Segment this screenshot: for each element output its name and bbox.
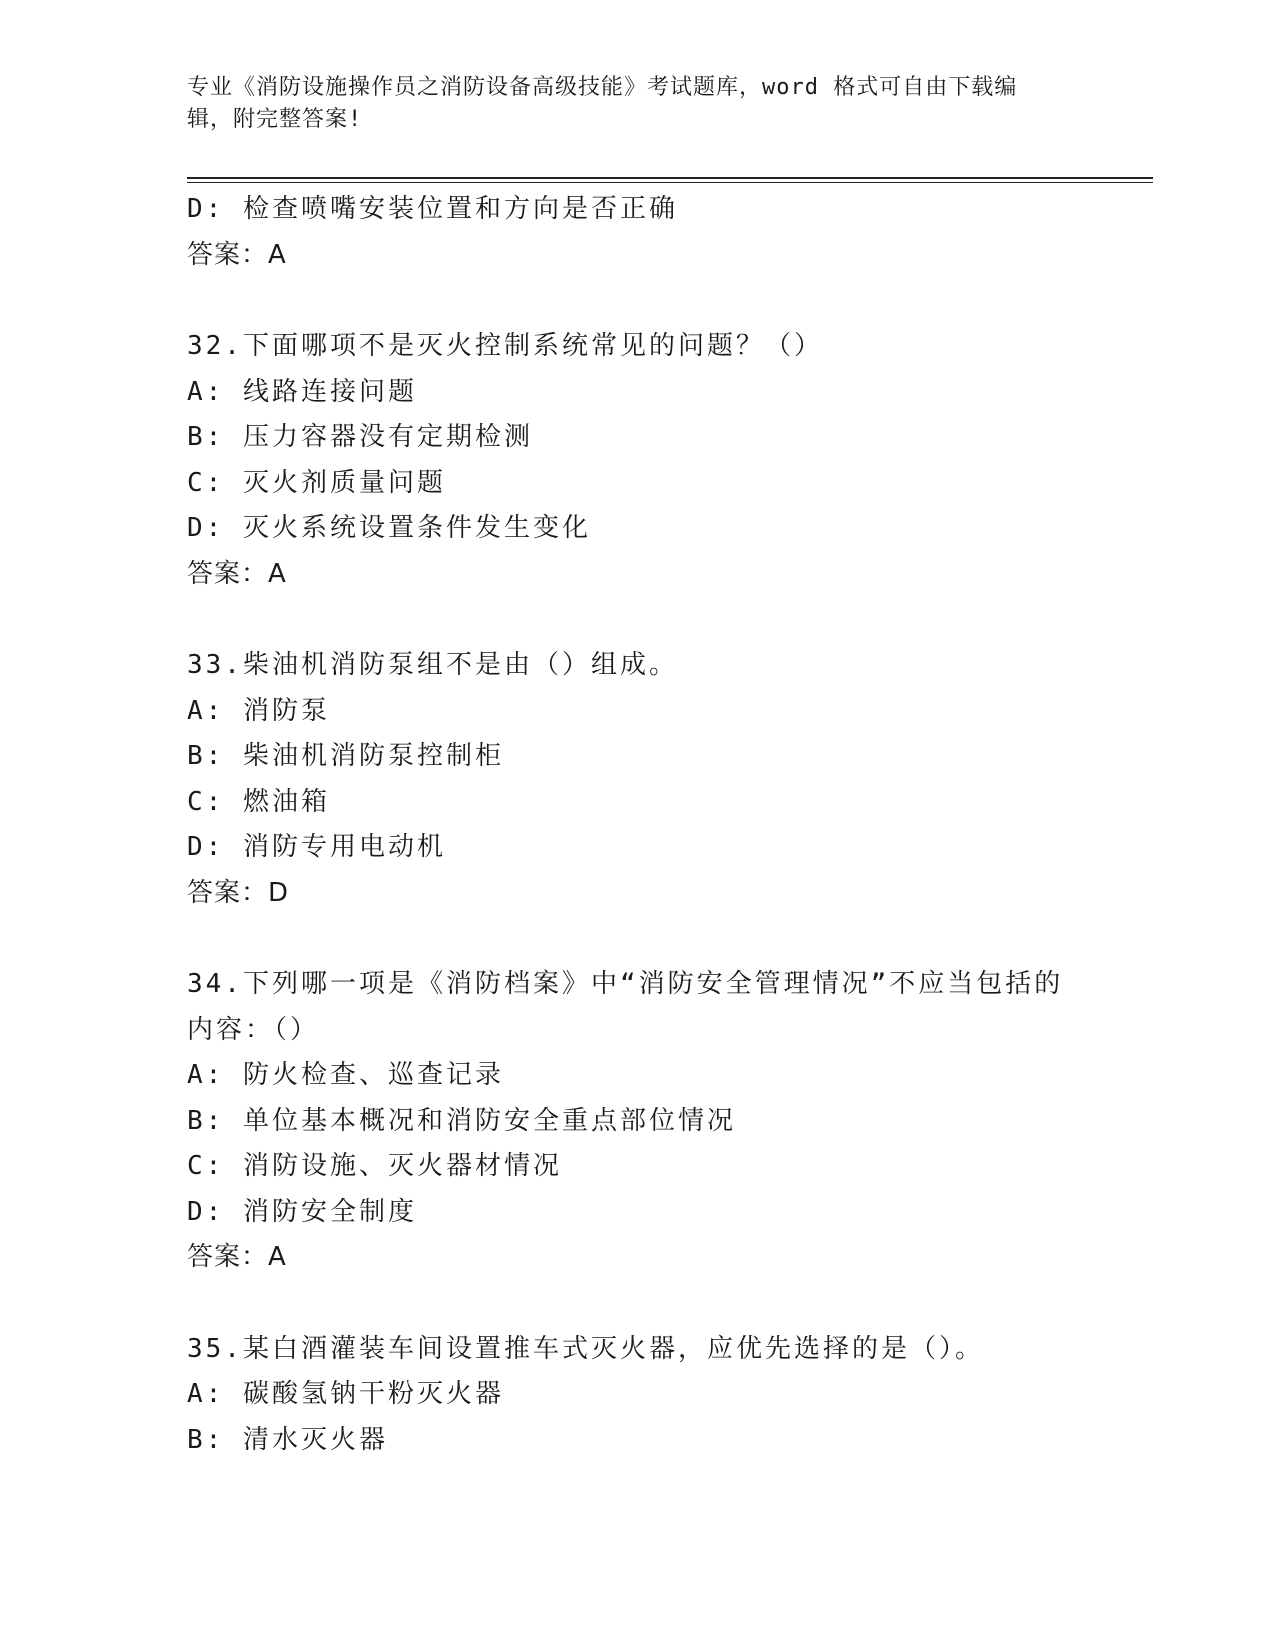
document-header — [187, 72, 1067, 136]
option-c: C: 灭火剂质量问题 — [187, 467, 446, 498]
option-d: D: 消防安全制度 — [187, 1196, 417, 1227]
answer-line: 答案：A — [187, 1242, 287, 1272]
answer-line: 答案：A — [187, 558, 287, 589]
question-stem: 33.柴油机消防泵组不是由（）组成。 — [187, 650, 678, 680]
header-divider-thin — [187, 182, 1153, 183]
option-b: B: 清水灭火器 — [187, 1424, 388, 1455]
option-d: D: 灭火系统设置条件发生变化 — [187, 513, 591, 543]
option-b: B: 柴油机消防泵控制柜 — [187, 741, 504, 771]
question-32 — [187, 324, 1087, 597]
option-a: A: 线路连接问题 — [187, 376, 417, 407]
header-divider-thick — [187, 177, 1153, 179]
option-c: C: 消防设施、灭火器材情况 — [187, 1151, 562, 1181]
question-stem: 32.下面哪项不是灭火控制系统常见的问题？（） — [187, 331, 823, 361]
answer-line: 答案：D — [187, 877, 290, 908]
question-stem-line-1: 34.下列哪一项是《消防档案》中“消防安全管理情况”不应当包括的 — [187, 969, 1064, 999]
option-b: B: 单位基本概况和消防安全重点部位情况 — [187, 1105, 736, 1136]
option-d: D: 消防专用电动机 — [187, 832, 446, 862]
option-c: C: 燃油箱 — [187, 786, 330, 817]
question-content — [187, 187, 1087, 1463]
option-a: A: 碳酸氢钠干粉灭火器 — [187, 1379, 504, 1409]
option-a: A: 消防泵 — [187, 695, 330, 726]
question-stem: 35.某白酒灌装车间设置推车式灭火器，应优先选择的是（）。 — [187, 1333, 984, 1364]
header-line-2: 辑，附完整答案! — [187, 107, 363, 132]
option-b: B: 压力容器没有定期检测 — [187, 422, 533, 452]
option-d: D: 检查喷嘴安装位置和方向是否正确 — [187, 194, 678, 224]
question-33 — [187, 643, 1087, 916]
answer-line: 答案：A — [187, 239, 287, 270]
question-stem-line-2: 内容：（） — [187, 1014, 320, 1045]
option-a: A: 防火检查、巡查记录 — [187, 1060, 504, 1090]
header-line-1: 专业《消防设施操作员之消防设备高级技能》考试题库，word 格式可自由下载编 — [187, 75, 1018, 100]
question-35 — [187, 1327, 1087, 1464]
question-34 — [187, 962, 1087, 1281]
